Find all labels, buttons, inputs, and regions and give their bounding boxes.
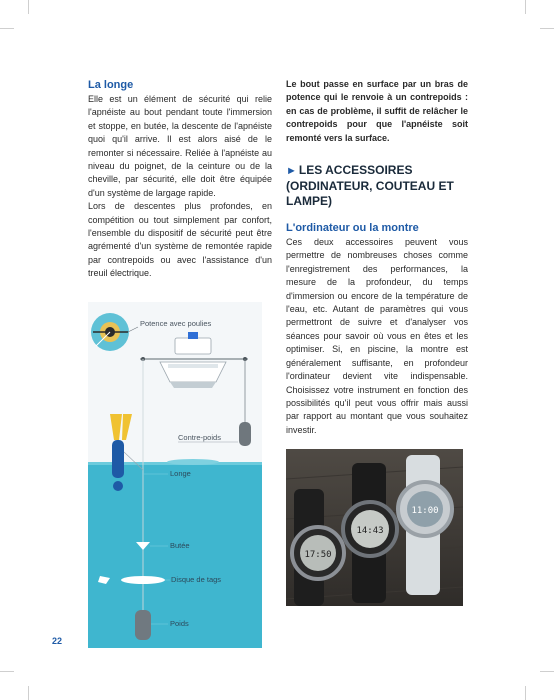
- buoy-base: [170, 382, 216, 388]
- crop-mark: [540, 671, 554, 672]
- label-contrepoids: Contre-poids: [178, 433, 221, 442]
- weight-icon: [135, 610, 151, 640]
- crop-mark: [0, 671, 14, 672]
- crop-mark: [28, 0, 29, 14]
- watch-1-display: 17:50: [304, 550, 332, 560]
- watch-2-display: 14:43: [356, 526, 384, 536]
- longe-paragraph-2: Lors de descentes plus profondes, en compétition ou tout simplement par confort, l'ensemble du dispositif de sécurité peut être agrémenté d'un système de remontée rapide par contrepoids ou avec l'assistance d'un treuil électrique.: [88, 201, 272, 279]
- label-poids: Poids: [170, 619, 189, 628]
- section-heading-longe: La longe: [88, 79, 134, 91]
- safety-system-illustration: [88, 302, 262, 648]
- right-column: [286, 78, 468, 437]
- arrow-right-icon: ►: [286, 165, 297, 178]
- section-title-text: LES ACCESSOIRES (ORDINATEUR, COUTEAU ET LAMPE): [286, 163, 454, 209]
- crop-mark: [0, 28, 14, 29]
- watch-3-display: 11:00: [411, 506, 439, 516]
- subheading-ordinateur: L'ordinateur ou la montre: [286, 222, 419, 235]
- counterweight-icon: [239, 422, 251, 446]
- buoy-stripe: [168, 364, 218, 368]
- crop-mark: [525, 0, 526, 14]
- crop-mark: [540, 28, 554, 29]
- crop-mark: [28, 686, 29, 700]
- buoy-reflection: [167, 459, 219, 465]
- buoy-flag: [188, 332, 198, 339]
- longe-paragraph-1: Elle est un élément de sécurité qui relie l'apnéiste au bout pendant toute l'immersion et stoppe, en butée, la descente de l'apnéiste quoi qu'il arrive. Il est alors aisé de le remonter si nécessaire. Reliée à l'apnéiste au niveau du poignet, de la ceinture ou de la cheville, par sécurité, elle doit être équipée d'un système de largage rapide.: [88, 94, 272, 198]
- ordinateur-paragraph: Ces deux accessoires peuvent vous permettre de nombreuses choses comme l'enregistrement des performances, la mesure de la profondeur, du temps d'immersion ou encore de la température de l'eau, etc. Autant de paramètres qui vous permettront de suivre et d'analyser vos séances pour savoir où vous en êtes et les optimiser. Si, en piscine, la montre est généralement suffisante, en profondeur l'ordinateur devient vite indispensable. Choisissez votre instrument en fonction des possibilités qu'il peut vous offrir mais aussi par rapport au montant que vous souhaitez investir.: [286, 237, 468, 435]
- label-potence: Potence avec poulies: [140, 319, 212, 328]
- page-number: 22: [52, 636, 63, 646]
- left-column: [88, 78, 272, 281]
- buoy-cabin: [175, 338, 211, 354]
- section-title-accessoires: [286, 163, 468, 209]
- watches-photo: [286, 449, 463, 606]
- label-disque: Disque de tags: [171, 575, 222, 584]
- label-butee: Butée: [170, 541, 190, 550]
- tag-disc-icon: [121, 576, 165, 584]
- intro-paragraph: Le bout passe en surface par un bras de potence qui le renvoie à un contrepoids : en cas de problème, il suffit de relâcher le contrepoids pour que l'apnéiste soit remonté vers la surface.: [286, 79, 468, 143]
- crop-mark: [525, 686, 526, 700]
- label-longe: Longe: [170, 469, 191, 478]
